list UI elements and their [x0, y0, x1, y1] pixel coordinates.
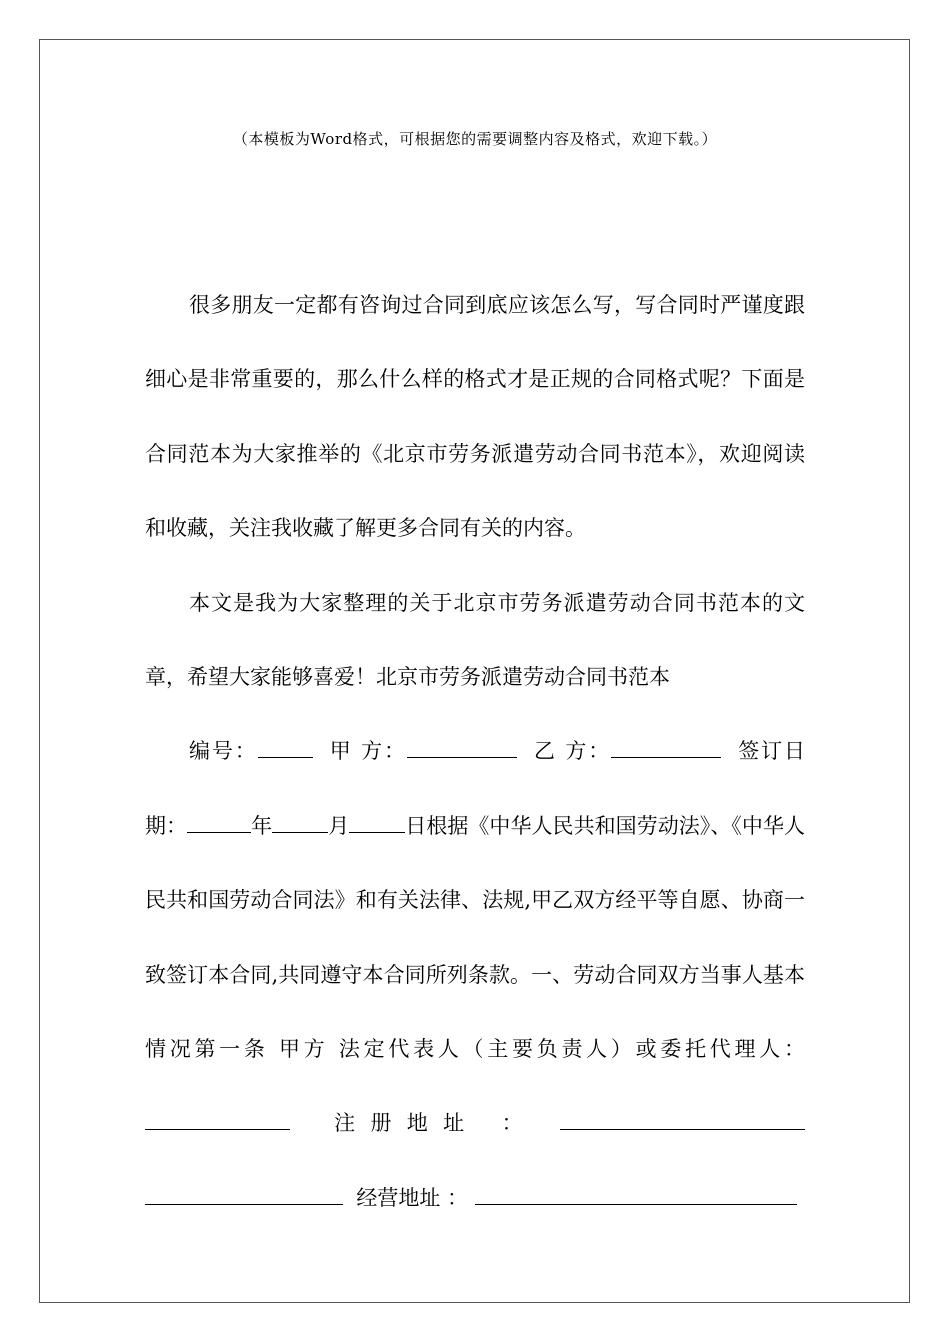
registered-address-label: 注册地址 ：	[334, 1111, 538, 1136]
agent-blank	[145, 1111, 290, 1130]
party-b-blank	[611, 739, 721, 758]
contract-number-label: 编号：	[189, 739, 258, 764]
summary-paragraph: 本文是我为大家整理的关于北京市劳务派遣劳动合同书范本的文章，希望大家能够喜爱！北京市劳务派遣劳动合同书范本	[145, 590, 805, 690]
month-label: 月	[328, 813, 350, 838]
business-address-blank	[475, 1186, 797, 1205]
intro-paragraph: 很多朋友一定都有咨询过合同到底应该怎么写，写合同时严谨度跟细心是非常重要的，那么什么样的格式才是正规的合同格式呢？下面是合同范本为大家推举的《北京市劳务派遣劳动合同书范本》，欢迎阅读和收藏，关注我收藏了解更多合同有关的内容。	[145, 293, 805, 541]
registered-address-blank-continued	[145, 1186, 343, 1205]
day-label: 日	[405, 813, 427, 838]
contract-number-blank	[258, 739, 313, 758]
contract-basis-text: 根据《中华人民共和国劳动法》、《中华人民共和国劳动合同法》和有关法律、法规,甲乙双方经平等自愿、协商一致签订本合同,共同遵守本合同所列条款。一、劳动合同双方当事人基本情况第一条 甲方 法定代表人（主要负责人）或委托代理人：	[145, 813, 806, 1062]
party-a-label: 甲 方：	[329, 739, 407, 764]
document-body	[145, 268, 805, 1235]
party-a-blank	[407, 739, 517, 758]
registered-address-blank	[560, 1111, 805, 1130]
sign-date-label: 签订日期：	[145, 739, 805, 838]
template-note: （本模板为Word格式，可根据您的需要调整内容及格式，欢迎下载。）	[232, 130, 718, 148]
sign-day-blank	[349, 814, 405, 833]
sign-month-blank	[272, 814, 328, 833]
sign-year-blank	[187, 814, 251, 833]
party-b-label: 乙 方：	[533, 739, 612, 764]
business-address-label: 经营地址 ：	[356, 1185, 469, 1210]
contract-header-paragraph	[145, 714, 805, 1235]
year-label: 年	[251, 813, 273, 838]
